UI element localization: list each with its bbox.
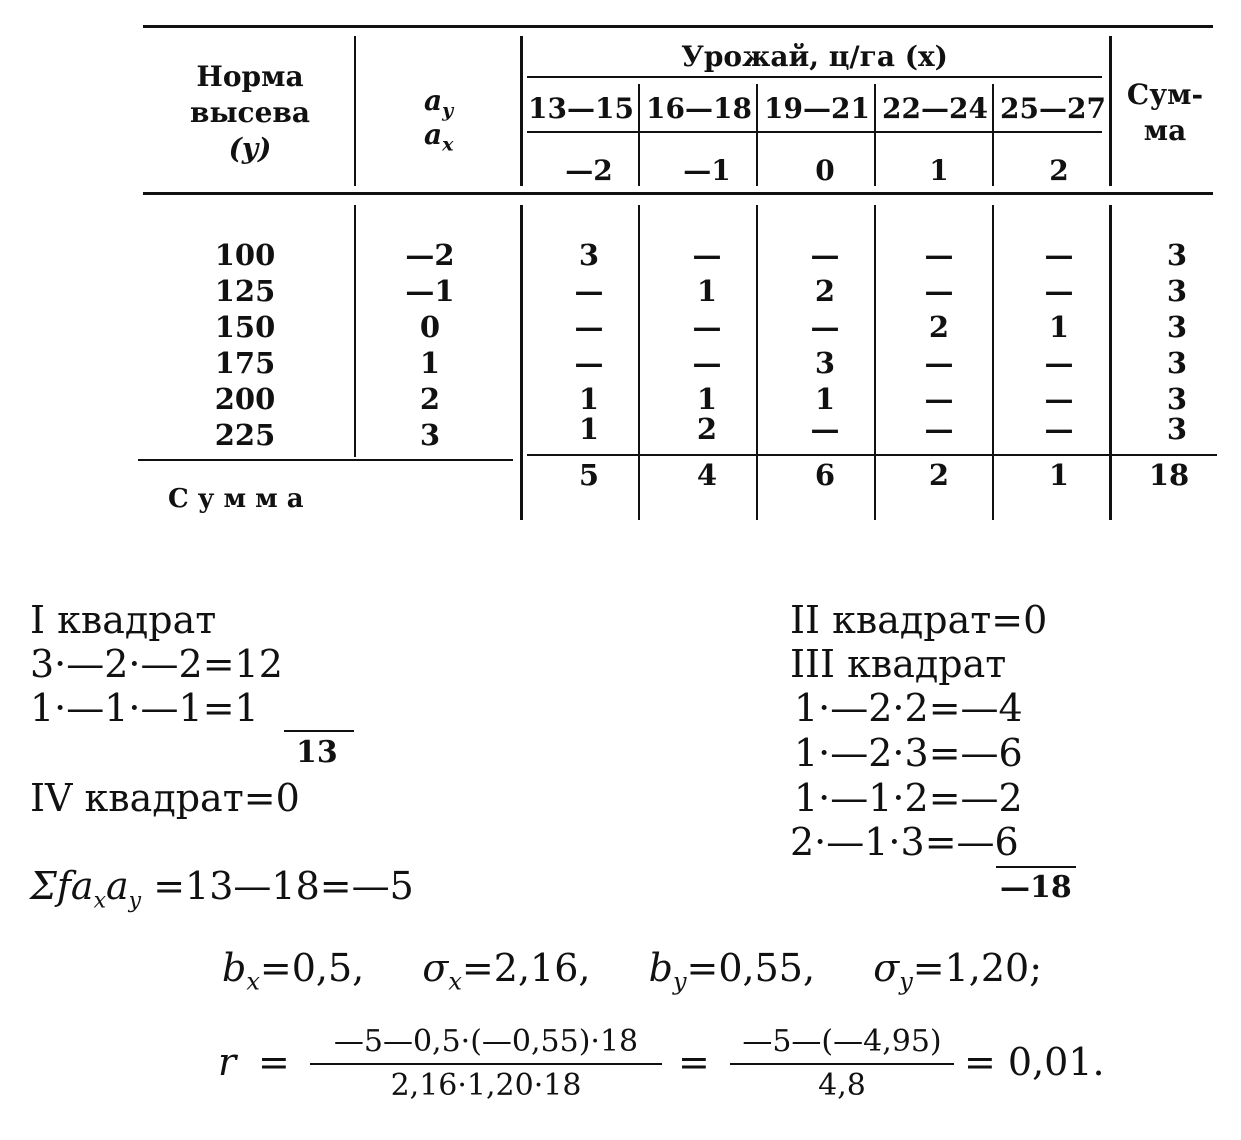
fraction1-bar	[310, 1063, 662, 1065]
freq-cell: —	[574, 346, 604, 380]
x-code-5: 2	[1049, 154, 1069, 187]
row-sum: 3	[1166, 412, 1188, 446]
column-total: 4	[696, 458, 718, 492]
x-code-2: —1	[683, 154, 731, 187]
y-value: 225	[214, 418, 276, 452]
x-range-4: 22—24	[882, 92, 988, 125]
y-value: 125	[214, 274, 276, 308]
freq-cell: 1	[696, 382, 718, 416]
freq-cell: 1	[578, 382, 600, 416]
freq-cell: —	[924, 274, 954, 308]
x-code-3: 0	[815, 154, 835, 187]
header-bottom-rule	[143, 192, 1213, 195]
column-total: 2	[928, 458, 950, 492]
fraction2-bar	[730, 1063, 954, 1065]
freq-cell: 1	[1048, 310, 1070, 344]
a-value: —2	[405, 238, 455, 272]
range-code-rule	[527, 131, 1102, 133]
y-value: 100	[214, 238, 276, 272]
freq-cell: 1	[814, 382, 836, 416]
q1-line-1: 3·—2·—2=12	[30, 642, 283, 686]
freq-cell: —	[924, 346, 954, 380]
grand-total: 18	[1148, 458, 1190, 492]
yield-label: Урожай, ц/га (x)	[681, 40, 948, 73]
q3-total: —18	[1000, 870, 1072, 905]
freq-cell: 1	[578, 412, 600, 446]
freq-cell: —	[574, 310, 604, 344]
freq-cell: —	[574, 274, 604, 308]
a-value: 1	[419, 346, 441, 380]
freq-cell: 3	[578, 238, 600, 272]
column-total: 1	[1048, 458, 1070, 492]
row-sum: 3	[1166, 310, 1188, 344]
yield-header-rule	[527, 76, 1102, 78]
a-y-label: $a_y$	[424, 84, 454, 122]
x-range-2: 16—18	[646, 92, 752, 125]
q3-line-4: 2·—1·3=—6	[790, 820, 1019, 864]
freq-cell: —	[692, 310, 722, 344]
table-top-rule	[143, 25, 1213, 28]
x-range-1: 13—15	[528, 92, 634, 125]
q1-title: I квадрат	[30, 598, 217, 642]
x-range-3: 19—21	[764, 92, 870, 125]
freq-cell: 2	[814, 274, 836, 308]
freq-cell: —	[1044, 274, 1074, 308]
freq-cell: —	[810, 310, 840, 344]
x-code-1: —2	[565, 154, 613, 187]
freq-cell: 3	[814, 346, 836, 380]
freq-cell: —	[1044, 382, 1074, 416]
norm-label-line3: (y)	[228, 132, 272, 165]
freq-cell: —	[924, 382, 954, 416]
a-value: 3	[419, 418, 441, 452]
q3-title: III квадрат	[790, 642, 1007, 686]
y-value: 150	[214, 310, 276, 344]
a-value: —1	[405, 274, 455, 308]
freq-cell: 2	[928, 310, 950, 344]
x-code-4: 1	[929, 154, 949, 187]
a-value: 0	[419, 310, 441, 344]
q1-sum-rule	[284, 730, 354, 732]
y-value: 200	[214, 382, 276, 416]
fraction2-numerator: —5—(—4,95)	[742, 1024, 942, 1059]
r-symbol: r	[218, 1040, 237, 1084]
fraction1-numerator: —5—0,5·(—0,55)·18	[333, 1024, 639, 1059]
x-range-5: 25—27	[1000, 92, 1106, 125]
q1-line-2: 1·—1·—1=1	[30, 686, 259, 730]
q3-line-1: 1·—2·2=—4	[794, 686, 1023, 730]
vrule-a-body	[520, 205, 523, 520]
totals-rule-right	[527, 454, 1217, 456]
parameters-line: $b_x=0,5$, $\sigma_x=2,16$, $b_y=0,55$, $\sigma_y=1,20$;	[222, 946, 1043, 996]
freq-cell: —	[1044, 412, 1074, 446]
q4-line: IV квадрат=0	[30, 776, 300, 820]
freq-cell: —	[924, 238, 954, 272]
freq-cell: —	[1044, 238, 1074, 272]
q3-line-2: 1·—2·3=—6	[794, 731, 1023, 775]
freq-cell: —	[924, 412, 954, 446]
freq-cell: —	[692, 238, 722, 272]
freq-cell: 1	[696, 274, 718, 308]
fraction1-denominator: 2,16·1,20·18	[390, 1068, 582, 1103]
q1-total: 13	[296, 735, 338, 770]
column-total: 5	[578, 458, 600, 492]
totals-label: С у м м а	[168, 484, 304, 514]
row-sum: 3	[1166, 238, 1188, 272]
norm-label-line1: Норма	[196, 60, 304, 93]
row-sum: 3	[1166, 346, 1188, 380]
result: = 0,01.	[964, 1040, 1105, 1084]
freq-cell: 2	[696, 412, 718, 446]
freq-cell: —	[810, 238, 840, 272]
a-value: 2	[419, 382, 441, 416]
equals-sign: =	[258, 1040, 290, 1084]
freq-cell: —	[1044, 346, 1074, 380]
sum-label-line2: ма	[1143, 114, 1187, 147]
q3-line-3: 1·—1·2=—2	[794, 776, 1023, 820]
vrule-norm-body	[354, 205, 356, 457]
freq-cell: —	[810, 412, 840, 446]
y-value: 175	[214, 346, 276, 380]
sum-products: $\Sigma fa_xa_y$ =13—18=—5	[30, 864, 414, 914]
vrule-norm	[354, 36, 356, 186]
freq-cell: —	[692, 346, 722, 380]
totals-rule-left	[138, 459, 513, 461]
q3-sum-rule	[996, 866, 1076, 868]
norm-label-line2: высева	[190, 96, 310, 129]
column-total: 6	[814, 458, 836, 492]
q2-line: II квадрат=0	[790, 598, 1048, 642]
row-sum: 3	[1166, 274, 1188, 308]
fraction2-denominator: 4,8	[818, 1068, 866, 1103]
a-x-label: $a_x$	[424, 118, 454, 156]
row-sum: 3	[1166, 382, 1188, 416]
equals-sign-2: =	[678, 1040, 710, 1084]
sum-label-line1: Сум-	[1126, 78, 1204, 111]
